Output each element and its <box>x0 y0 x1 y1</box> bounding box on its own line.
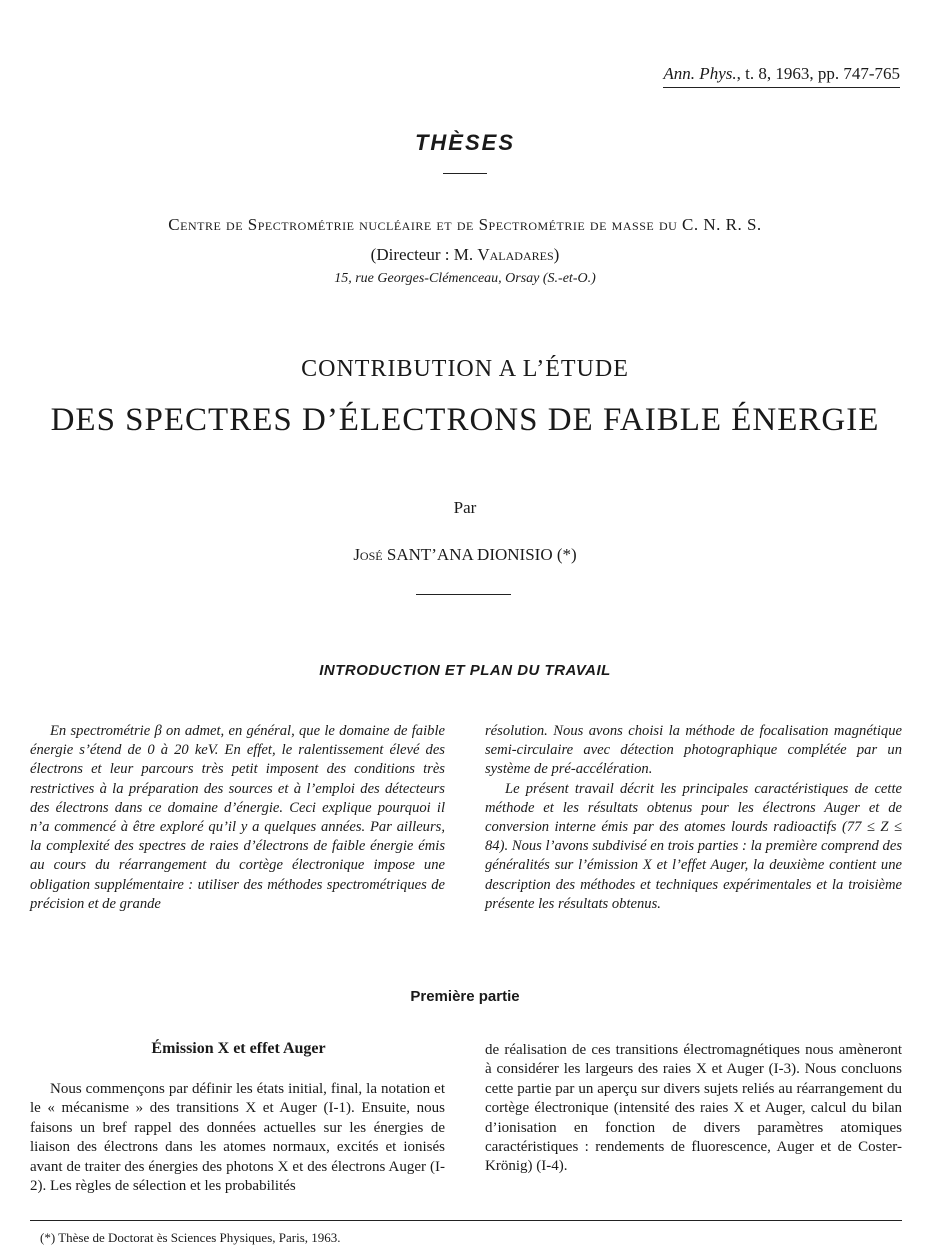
section-divider <box>443 173 487 174</box>
intro-paragraph-1-cont: résolution. Nous avons choisi la méthode de focalisation magnétique semi-circulaire avec détection photographique complétée par un système de pré-accélération. <box>485 723 902 778</box>
journal-name: Ann. Phys. <box>663 64 737 83</box>
section-title: Émission X et effet Auger <box>151 1040 326 1057</box>
intro-paragraph-1: En spectrométrie β on admet, en général, que le domaine de faible énergie s’étend de 0 à 20 keV. En effet, le ralentissement élevé des électrons et leur parcours très petit imposent des conditions très restrictives à la préparation des sources et à l’emploi des détecteurs des électrons dans ce domaine d’énergie. Ceci explique pourquoi il n’a commencé à être exploré qu’il y a quelques années. Par ailleurs, la complexité des spectres de raies d’électrons de faible énergie émis au cours du réarrangement du cortège électronique impose une obligation supplémentaire : utiliser des méthodes spectrométriques de précision et de grande <box>30 723 445 912</box>
title-line-1: CONTRIBUTION A L’ÉTUDE <box>301 356 629 382</box>
institution-address: 15, rue Georges-Clémenceau, Orsay (S.-et-O.) <box>334 271 596 286</box>
institution-name: Centre de Spectrométrie nucléaire et de Spectrométrie de masse du C. N. R. S. <box>168 215 762 234</box>
part-paragraph-1: Nous commençons par définir les états initial, final, la notation et le « mécanisme » des transitions X et Auger (I-1). Ensuite, nous faisons un bref rappel des données actuelles sur les énergies de liaison des électrons dans les atomes normaux, excités et ionisés avant de traiter des énergies des photons X et des électrons Auger (I-2). Les règles de sélection et les probabilités <box>30 1081 445 1195</box>
journal-volume: t. 8, 1963, pp. 747-765 <box>745 64 900 83</box>
author-name <box>0 545 930 565</box>
part-paragraph-1-cont: de réalisation de ces transitions électromagnétiques nous amèneront à considérer les largeurs des raies X et Auger (I-3). Nous concluons cette partie par un aperçu sur divers sujets reliés au réarrangement du cortège électronique (intensité des raies X et Auger, calcul du bilan d’ionisation en fonction de divers paramètres atomiques caractéristiques : rendements de fluorescence, Auger et de Coster-Krönig) (I-4). <box>485 1042 902 1175</box>
title-line-2: DES SPECTRES D’ÉLECTRONS DE FAIBLE ÉNERGIE <box>50 402 880 438</box>
part-left-column <box>30 1080 445 1196</box>
part-right-column <box>485 1041 902 1177</box>
intro-paragraph-2: Le présent travail décrit les principales caractéristiques de cette méthode et les résultats obtenus pour les électrons Auger et de conversion interne émis par des atomes lourds radioactifs (77 ≤ Z ≤ 84). Nous l’avons subdivisé en trois parties : la première comprend des généralités sur l’émission X et l’effet Auger, la deuxième contient une description des méthodes et techniques expérimentales et la troisième présente les résultats obtenus. <box>485 780 902 912</box>
section-label: THÈSES <box>414 130 516 155</box>
author-first-name: José <box>353 545 383 564</box>
intro-heading: INTRODUCTION ET PLAN DU TRAVAIL <box>319 662 611 679</box>
journal-citation: Ann. Phys., t. 8, 1963, pp. 747-765 <box>663 64 900 88</box>
author-last-name: SANT’ANA DIONISIO (*) <box>382 545 577 564</box>
part-label: Première partie <box>410 988 520 1005</box>
intro-right-column <box>485 722 902 914</box>
intro-left-column <box>30 722 445 914</box>
author-divider <box>416 594 511 595</box>
director-name: Valadares <box>477 245 554 264</box>
footnote: (*) Thèse de Doctorat ès Sciences Physiques, Paris, 1963. <box>40 1230 341 1245</box>
footnote-rule <box>30 1220 902 1221</box>
director-line: (Directeur : M. Valadares) <box>370 245 560 264</box>
byline-par: Par <box>453 498 477 517</box>
